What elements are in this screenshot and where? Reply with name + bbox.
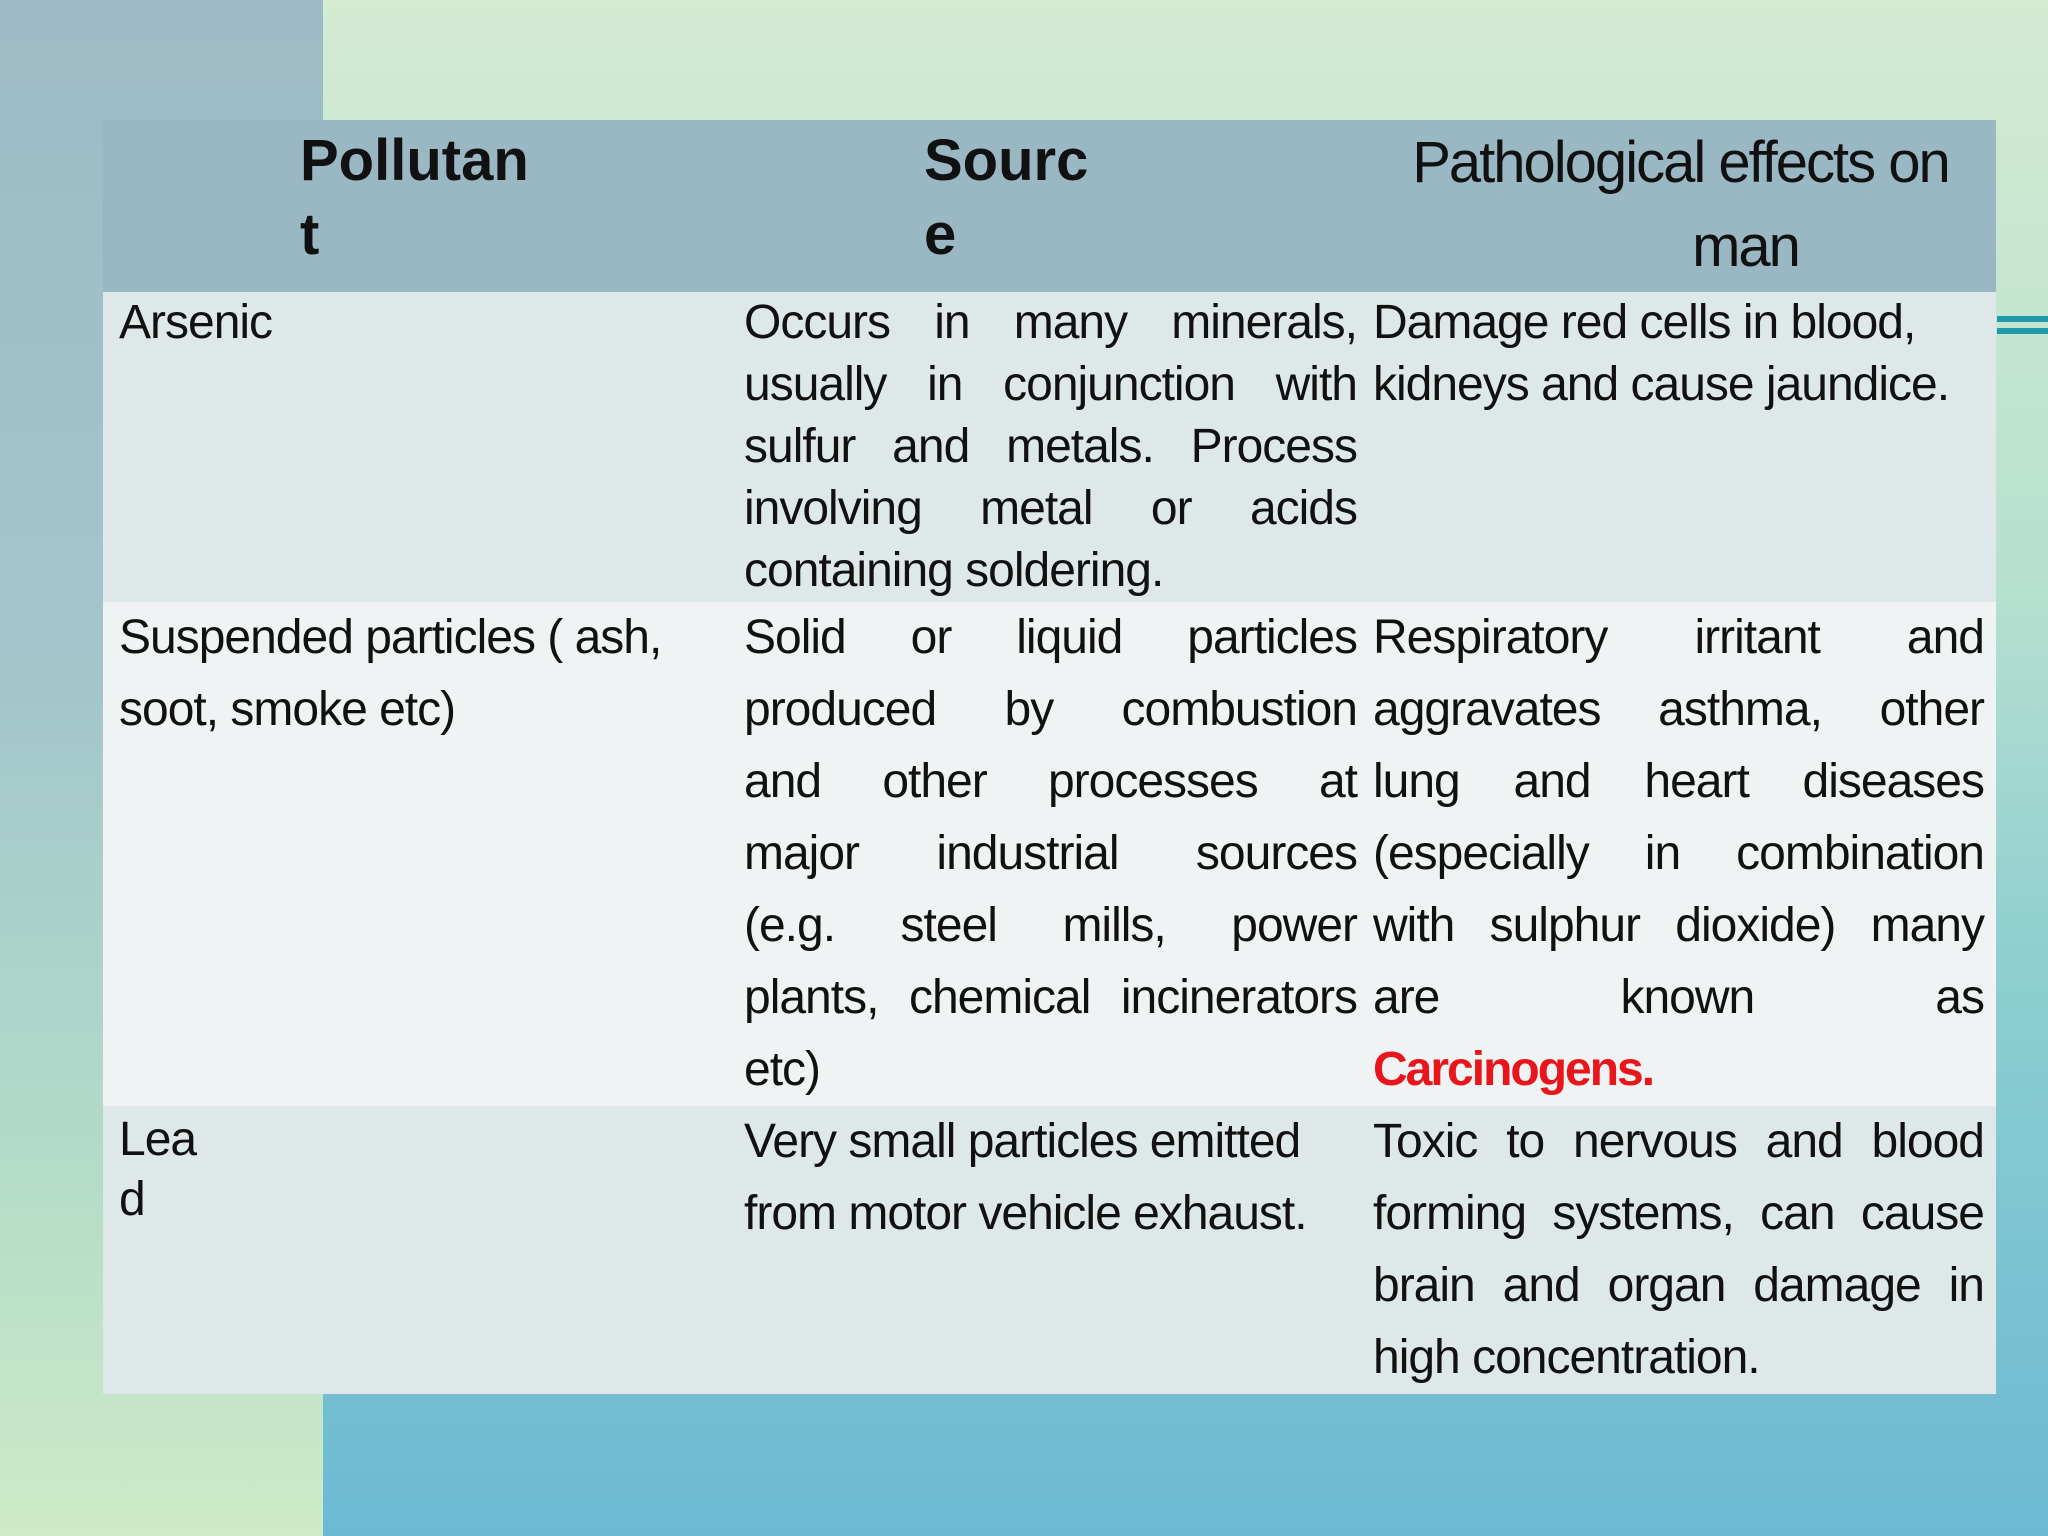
table-row	[103, 602, 1996, 1106]
header-source-label: Source	[924, 128, 1089, 267]
header-effects	[1365, 120, 1996, 292]
table-row	[103, 292, 1996, 602]
pollutant-cell	[103, 1106, 734, 1394]
pollutant-cell: Arsenic	[119, 296, 273, 349]
effects-text: Respiratory irritant and aggravates asthma, other lung and heart diseases (especially in combination with sulphur dioxide) many are known as	[1373, 611, 1984, 1024]
header-pollutant	[103, 120, 734, 292]
pollutant-cell: Suspended particles ( ash, soot, smoke etc)	[119, 611, 662, 736]
table-row	[103, 1106, 1996, 1394]
carcinogens-highlight: Carcinogens.	[1373, 1043, 1654, 1096]
header-effects-line1: Pathological effects on	[1412, 130, 1949, 195]
header-effects-line2: man	[1692, 214, 1799, 279]
accent-lines	[1997, 316, 2048, 344]
effects-cell: Damage red cells in blood, kidneys and cause jaundice.	[1373, 296, 1950, 411]
header-pollutant-label: Pollutant	[300, 128, 529, 267]
pollutant-name: Lead	[119, 1113, 197, 1226]
pollutants-table	[103, 120, 1996, 1394]
source-cell: Occurs in many minerals, usually in conjunction with sulfur and metals. Process involving metal or acids containing soldering.	[744, 296, 1357, 597]
table-header-row	[103, 120, 1996, 292]
effects-cell	[1365, 602, 1996, 1106]
source-cell: Solid or liquid particles produced by combustion and other processes at major industrial sources (e.g. steel mills, power plants, chemical incinerators etc)	[744, 611, 1357, 1096]
source-cell: Very small particles emitted from motor vehicle exhaust.	[744, 1115, 1307, 1240]
header-source	[734, 120, 1365, 292]
effects-cell: Toxic to nervous and blood forming systems, can cause brain and organ damage in high concentration.	[1373, 1115, 1984, 1384]
